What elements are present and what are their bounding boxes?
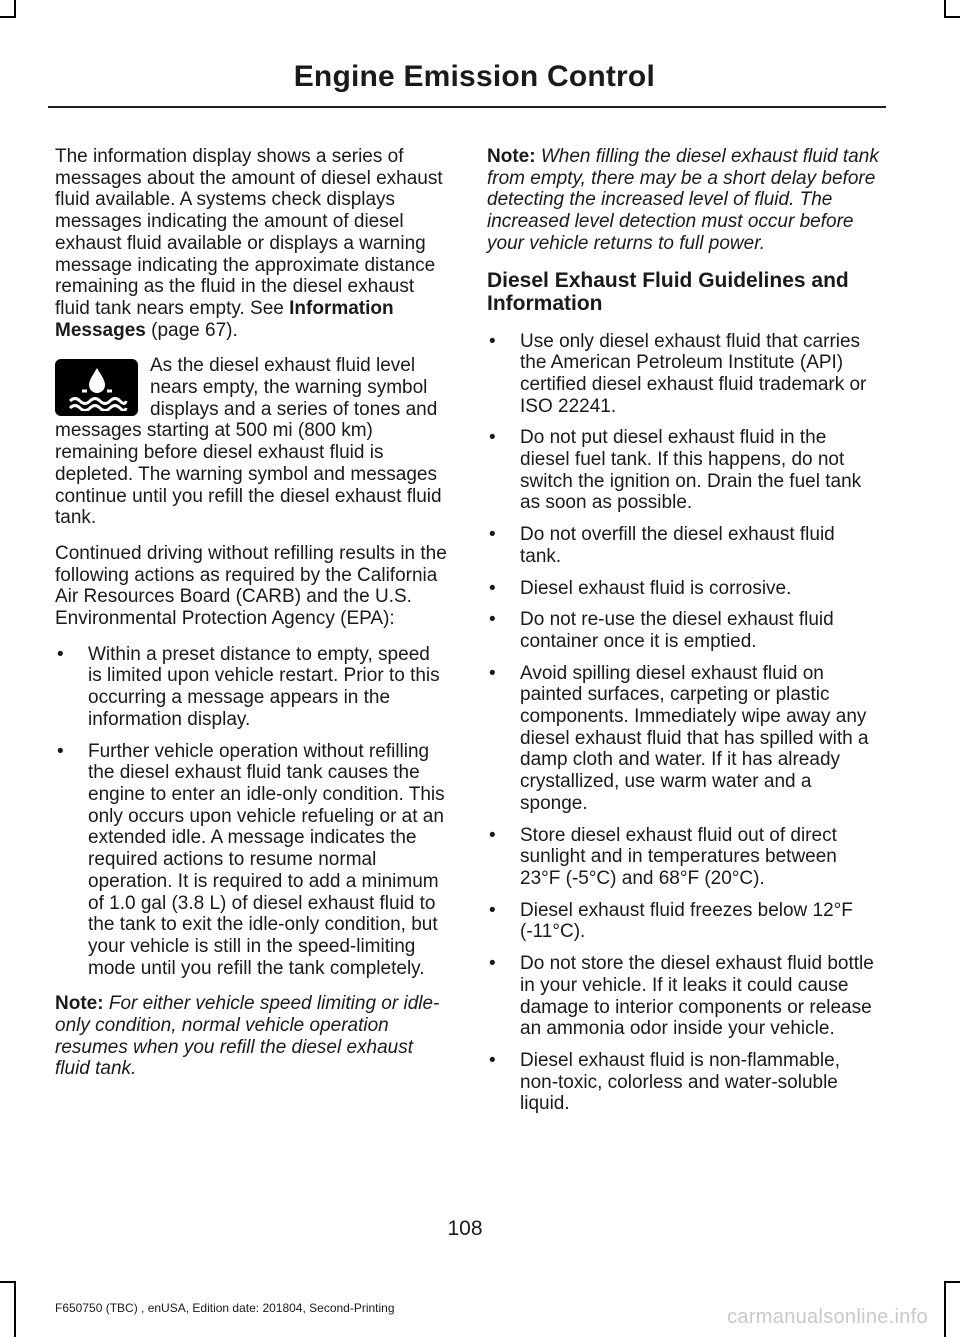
note-left xyxy=(55,993,448,1080)
see-page-ref: (page 67). xyxy=(151,319,238,341)
list-item-text: Store diesel exhaust fluid out of direct sunlight and in temperatures between 23°F (-5°C) and 68°F (20°C). xyxy=(520,824,837,889)
right-bullet-list xyxy=(487,331,881,1116)
crop-mark-top-right-h xyxy=(944,16,960,18)
bullet-glyph: • xyxy=(489,609,496,631)
header-divider xyxy=(48,106,886,108)
list-item-text: Do not re-use the diesel exhaust fluid container once it is emptied. xyxy=(520,609,834,652)
information-messages-link[interactable]: Information Messages xyxy=(55,297,394,341)
left-column xyxy=(55,146,448,1094)
bullet-glyph: • xyxy=(489,662,496,684)
intro-paragraph xyxy=(55,146,448,341)
list-item xyxy=(487,609,881,652)
list-item xyxy=(487,663,881,815)
bullet-glyph: • xyxy=(489,824,496,846)
list-item-text: Diesel exhaust fluid is corrosive. xyxy=(520,577,792,599)
see-prefix: See xyxy=(250,297,284,319)
bullet-glyph: • xyxy=(57,643,64,665)
note-right xyxy=(487,146,881,255)
bullet-glyph: • xyxy=(489,1049,496,1071)
list-item-text: Diesel exhaust fluid is non-flammable, non-toxic, colorless and water-soluble liquid. xyxy=(520,1049,840,1115)
bullet-glyph: • xyxy=(489,427,496,449)
bullet-glyph: • xyxy=(489,577,496,599)
crop-mark-bottom-right-h xyxy=(944,1281,960,1283)
list-item xyxy=(487,331,881,418)
list-item-text: Within a preset distance to empty, speed is limited upon vehicle restart. Prior to this occurring a message appears in the information display. xyxy=(88,643,440,730)
list-item xyxy=(487,900,881,943)
footer-edition-info: F650750 (TBC) , enUSA, Edition date: 201804, Second-Printing xyxy=(55,1301,395,1315)
warning-paragraph xyxy=(55,355,448,529)
crop-mark-bottom-left-h xyxy=(0,1281,16,1283)
note-label: Note: xyxy=(55,993,104,1015)
list-item xyxy=(487,1050,881,1115)
crop-mark-bottom-left xyxy=(14,1281,16,1337)
intro-text: The information display shows a series of messages about the amount of diesel exhaust fluid available. A systems check displays messages indicating the amount of diesel exhaust fluid available or displays a warning message indicating the approximate distance remaining as the fluid in the diesel exhaust fluid tank nears empty. xyxy=(55,146,443,319)
list-item xyxy=(55,644,448,731)
section-heading: Diesel Exhaust Fluid Guidelines and Information xyxy=(487,268,849,315)
warning-text: As the diesel exhaust fluid level nears empty, the warning symbol displays and a series of tones and messages starting at 500 mi (800 km) remaining before diesel exhaust fluid is depleted. The warning symbol and messages continue until you refill the diesel exhaust fluid tank. xyxy=(55,355,442,529)
list-item-text: Use only diesel exhaust fluid that carries the American Petroleum Institute (API) certified diesel exhaust fluid trademark or ISO 22241. xyxy=(520,330,867,417)
list-item-text: Avoid spilling diesel exhaust fluid on painted surfaces, carpeting or plastic components. Immediately wipe away any diesel exhaust fluid that has spilled with a damp cloth and water. If it has already crystallized, use warm water and a sponge. xyxy=(520,662,869,814)
list-item xyxy=(487,953,881,1040)
diesel-exhaust-fluid-warning-icon xyxy=(55,359,138,416)
list-item-text: Do not put diesel exhaust fluid in the diesel fuel tank. If this happens, do not switch the ignition on. Drain the fuel tank as soon as possible. xyxy=(520,427,862,514)
list-item-text: Diesel exhaust fluid freezes below 12°F (-11°C). xyxy=(520,899,853,943)
watermark: carmanualsonline.info xyxy=(727,1306,928,1328)
list-item xyxy=(487,427,881,514)
note-label: Note: xyxy=(487,146,536,167)
bullet-glyph: • xyxy=(489,330,496,352)
list-item-text: Further vehicle operation without refilling the diesel exhaust fluid tank causes the engine to enter an idle-only condition. This only occurs upon vehicle refueling or at an extended idle. A message indicates the required actions to resume normal operation. It is required to add a minimum of 1.0 gal (3.8 L) of diesel exhaust fluid to the tank to exit the idle-only condition, but your vehicle is still in the speed-limiting mode until you refill the tank completely. xyxy=(88,740,445,979)
list-item-text: Do not store the diesel exhaust fluid bottle in your vehicle. If it leaks it could cause damage to interior components or release an ammonia odor inside your vehicle. xyxy=(520,953,874,1040)
page-number: 108 xyxy=(447,1217,483,1240)
left-bullet-list xyxy=(55,644,448,980)
continued-paragraph: Continued driving without refilling results in the following actions as required by the California Air Resources Board (CARB) and the U.S. Environmental Protection Agency (EPA): xyxy=(55,542,447,630)
list-item xyxy=(487,578,881,600)
note-text: When filling the diesel exhaust fluid tank from empty, there may be a short delay before detecting the increased level of fluid. The increased level detection must occur before your vehicle returns to full power. xyxy=(487,146,879,254)
bullet-glyph: • xyxy=(57,740,64,762)
right-column xyxy=(487,146,881,1129)
list-item xyxy=(487,524,881,567)
bullet-glyph: • xyxy=(489,899,496,921)
bullet-glyph: • xyxy=(489,524,496,546)
list-item-text: Do not overfill the diesel exhaust fluid tank. xyxy=(520,524,835,567)
list-item xyxy=(487,825,881,890)
crop-mark-top-left-h xyxy=(0,16,16,18)
crop-mark-bottom-right xyxy=(944,1281,946,1337)
page-title: Engine Emission Control xyxy=(293,60,655,93)
bullet-glyph: • xyxy=(489,953,496,975)
list-item xyxy=(55,741,448,980)
note-text: For either vehicle speed limiting or idle-only condition, normal vehicle operation resumes when you refill the diesel exhaust fluid tank. xyxy=(55,993,440,1080)
